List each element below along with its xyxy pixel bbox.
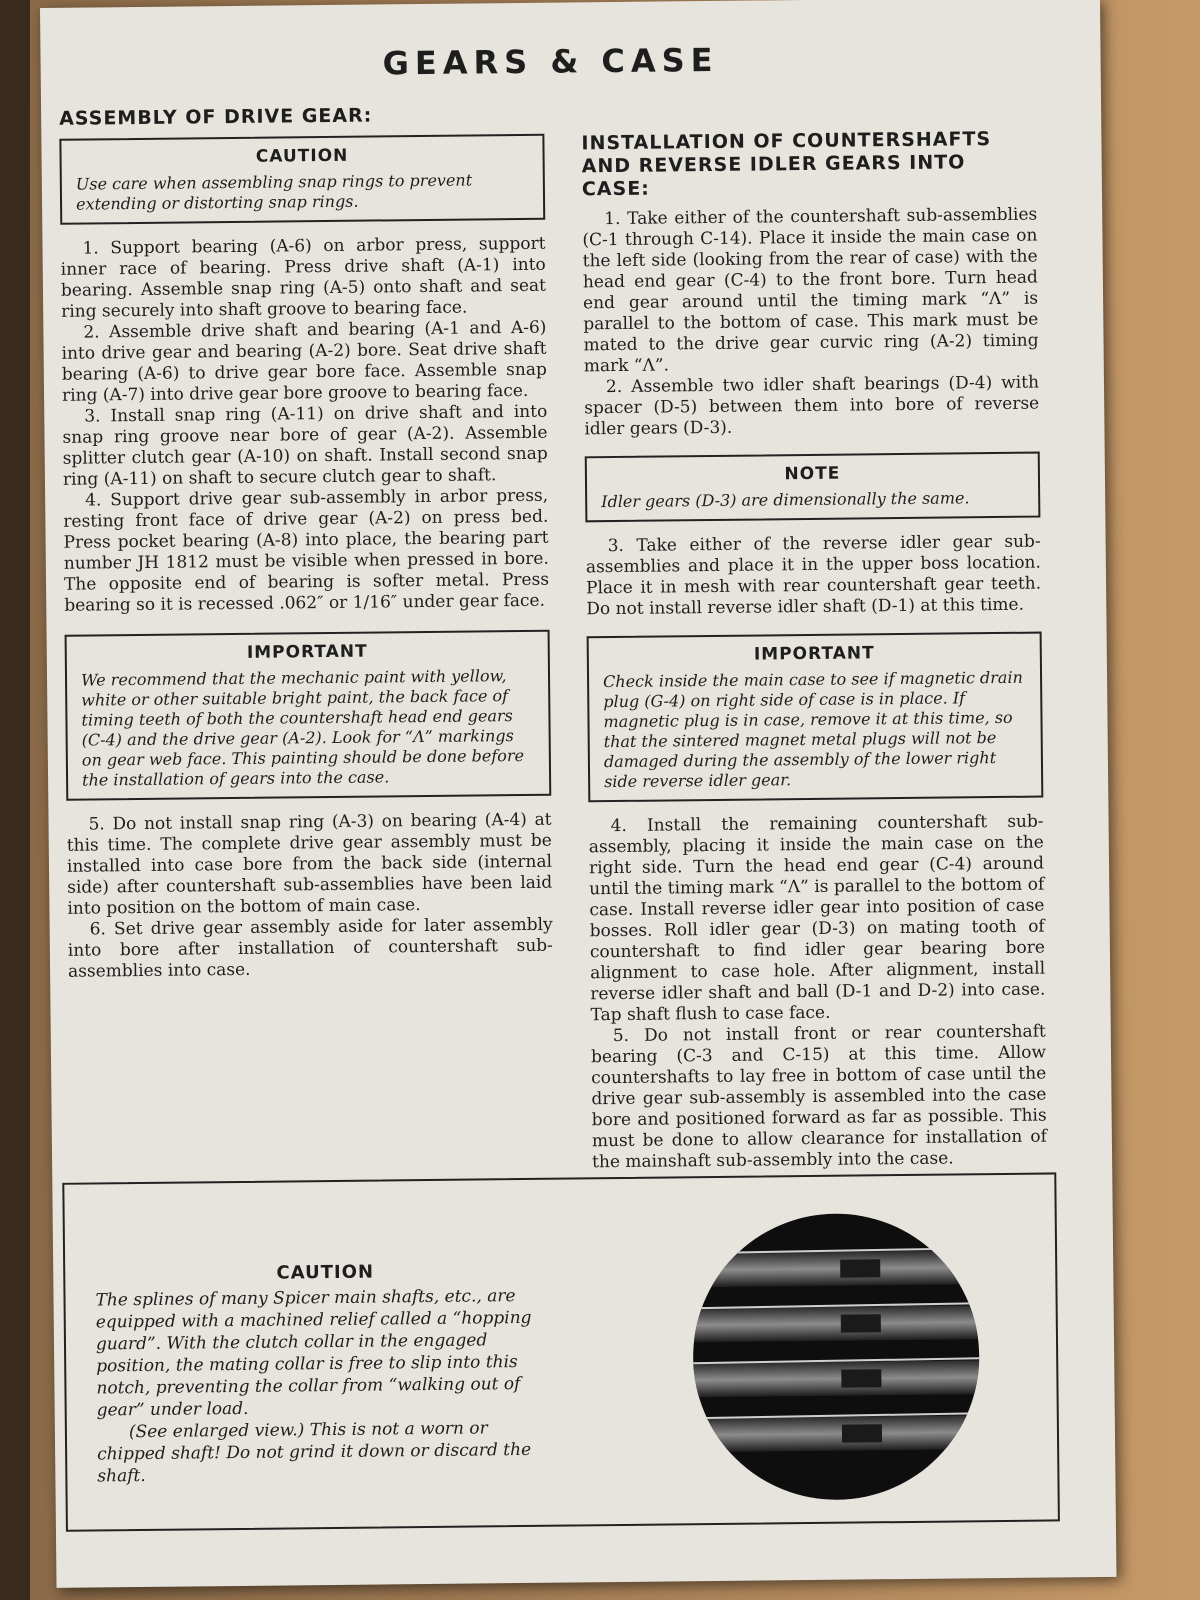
- step-paragraph: 1. Support bearing (A-6) on arbor press, support inner race of bearing. Press drive shaft (A-1) into bearing. Assemble snap ring (A-5) onto shaft and seat ring securely into shaft groove to bearing face.: [60, 233, 547, 322]
- step-paragraph: 6. Set drive gear assembly aside for later assembly into bore after installation of countershaft sub-assemblies into case.: [67, 914, 553, 982]
- page-title: GEARS & CASE: [382, 40, 719, 83]
- important-heading: IMPORTANT: [753, 643, 875, 665]
- step-paragraph: 5. Do not install front or rear countershaft bearing (C-3 and C-15) at this time. Allow countershafts to lay free in bottom of case until the drive gear sub-assembly is assembled into the case bore and positioned forward as far as possible. This must be done to allow clearance for installation of the mainshaft sub-assembly into the case.: [590, 1021, 1047, 1173]
- step-paragraph: 1. Take either of the countershaft sub-assemblies (C-1 through C-14). Place it inside the main case on the left side (looking from the rear of case) with the head end gear (C-4) to the front bore. Turn head end gear around until the timing mark “Λ” is parallel to the bottom of case. This mark must be mated to the drive gear curvic ring (A-2) timing mark “Λ”.: [582, 204, 1039, 377]
- step-paragraph: 2. Assemble two idler shaft bearings (D-4) with spacer (D-5) between them into bore of reverse idler gears (D-3).: [584, 372, 1040, 440]
- caution-heading: CAUTION: [276, 1261, 375, 1284]
- right-column: [581, 128, 1047, 1174]
- note-box: [585, 452, 1041, 523]
- caution-text: (See enlarged view.) This is not a worn or chipped shaft! Do not grind it down or discard the shaft.: [97, 1418, 532, 1487]
- manual-page: [40, 0, 1116, 1588]
- caution-box: [59, 134, 545, 225]
- step-paragraph: 4. Support drive gear sub-assembly in arbor press, resting front face of drive gear (A-2) on press bed. Press pocket bearing (A-8) into place, the bearing part number JH 1812 must be visible when pressed in bore. The opposite end of bearing is softer metal. Press bearing so it is recessed .062″ or 1/16″ under gear face.: [63, 485, 550, 616]
- spline-enlarged-photo: [690, 1210, 983, 1503]
- step-paragraph: 2. Assemble drive shaft and bearing (A-1 and A-6) into drive gear and bearing (A-2) bore. Seat drive shaft bearing (A-6) to drive gear bore face. Assemble snap ring (A-7) into drive gear bore groove to bearing face.: [61, 317, 547, 406]
- drive-gear-heading: ASSEMBLY OF DRIVE GEAR:: [59, 104, 373, 130]
- caution-text: The splines of many Spicer main shafts, etc., are equipped with a machined relief called a “hopping guard”. With the clutch collar in the engaged position, the mating collar is free to slip into this notch, preventing the collar from “walking out of gear” under load.: [95, 1286, 532, 1421]
- step-paragraph: 3. Install snap ring (A-11) on drive shaft and into snap ring groove near bore of gear (A-2). Assemble splitter clutch gear (A-10) on shaft. Install second snap ring (A-11) on shaft to secure clutch gear to shaft.: [62, 401, 548, 490]
- important-text: Check inside the main case to see if magnetic drain plug (G-4) on right side of case is in place. If magnetic plug is in case, remove it at this time, so that the sintered magnet metal plugs will not be damaged during the assembly of the lower right side reverse idler gear.: [602, 667, 1023, 792]
- left-column: [59, 103, 553, 983]
- step-paragraph: 3. Take either of the reverse idler gear sub-assemblies and place it in the upper boss location. Place it in mesh with rear countershaft gear teeth. Do not install reverse idler shaft (D-1) at this time.: [585, 531, 1042, 620]
- important-heading: IMPORTANT: [246, 641, 368, 663]
- important-box: [65, 630, 552, 801]
- hopping-guard-text-block: [95, 1260, 557, 1488]
- caution-heading: CAUTION: [255, 145, 349, 167]
- step-paragraph: 5. Do not install snap ring (A-3) on bearing (A-4) at this time. The complete drive gear assembly must be installed into case bore from the back side (internal side) after countershaft sub-assemblies have been laid into position on the bottom of main case.: [66, 809, 553, 919]
- hopping-guard-caution-box: [62, 1172, 1060, 1531]
- step-paragraph: 4. Install the remaining countershaft sub-assembly, placing it inside the main case on the right side. Turn the head end gear (C-4) around until the timing mark “Λ” is parallel to the bottom of case. Install reverse idler gear into position of case bosses. Roll idler gear (D-3) on mating tooth of countershaft to find idler gear bearing bore alignment to case hole. After alignment, install reverse idler shaft and ball (D-1 and D-2) into case. Tap shaft flush to case face.: [588, 811, 1046, 1026]
- countershaft-heading: INSTALLATION OF COUNTERSHAFTS AND REVERSE IDLER GEARS INTO CASE:: [581, 128, 992, 201]
- important-text: We recommend that the mechanic paint with yellow, white or other suitable bright paint, the back face of timing teeth of both the countershaft head end gears (C-4) and the drive gear (A-2). Look for “Λ” markings on gear web face. This painting should be done before the installation of gears into the case.: [80, 666, 525, 790]
- important-box: [587, 632, 1044, 803]
- note-text: Idler gears (D-3) are dimensionally the same.: [601, 488, 970, 512]
- note-heading: NOTE: [784, 463, 841, 485]
- caution-text: Use care when assembling snap rings to prevent extending or distorting snap rings.: [75, 170, 473, 214]
